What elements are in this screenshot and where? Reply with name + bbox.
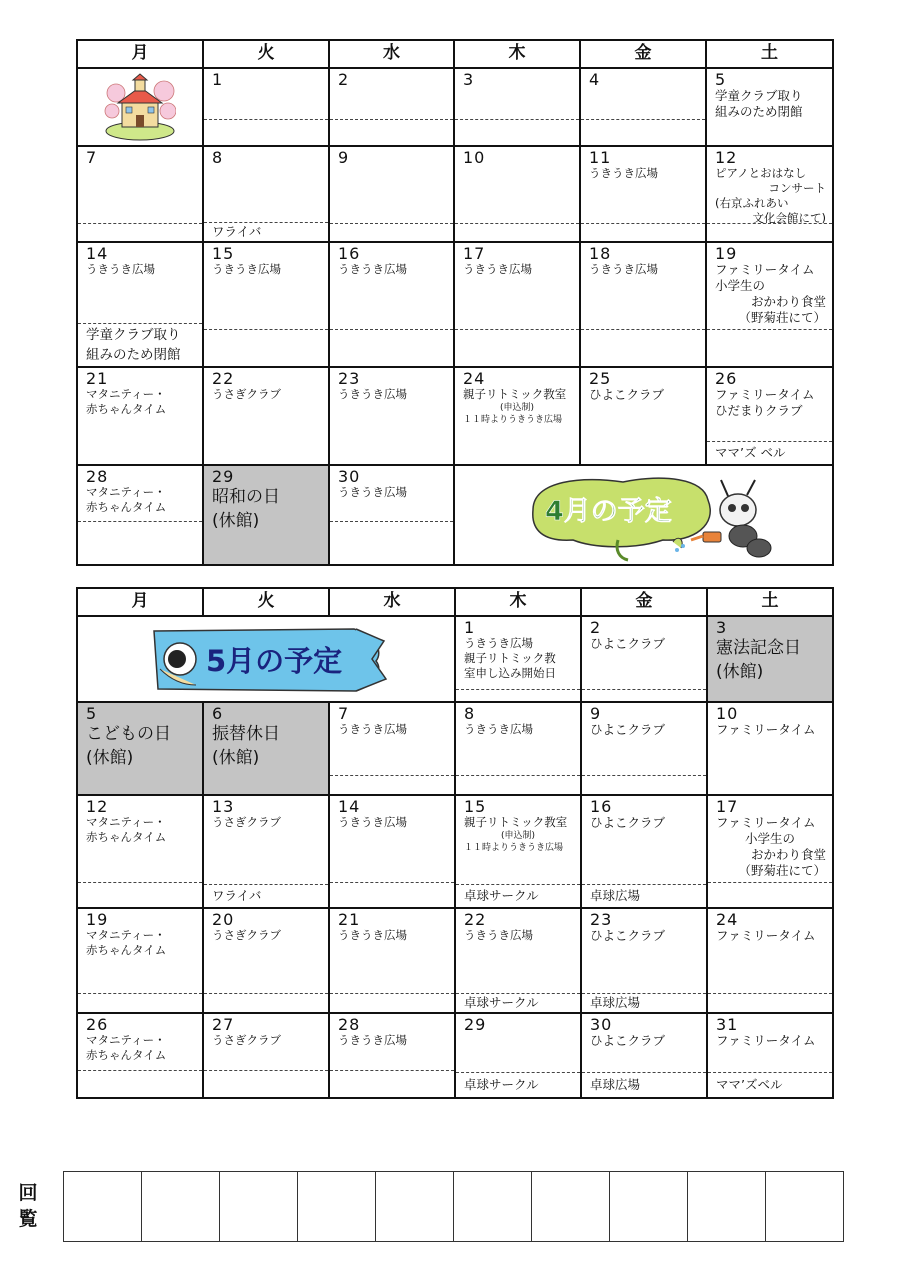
event-label: マタニティー・	[86, 815, 166, 829]
april-banner-title: 4月の予定	[545, 496, 672, 527]
april-day-17: 17 うきうき広場	[454, 242, 580, 367]
event-label: 室申し込み開始日	[464, 666, 556, 680]
circulation-stamp-boxes	[63, 1171, 844, 1242]
event-label: おかわり食堂	[750, 847, 826, 862]
event-label: 卓球サークル	[456, 993, 580, 1012]
event-label: マタニティー・	[86, 387, 166, 401]
may-day-13: 13 うさぎクラブ ワライバ	[203, 795, 329, 908]
holiday-label: (休館)	[86, 748, 134, 768]
event-label: ファミリータイム	[715, 262, 815, 277]
april-banner-cell	[454, 465, 833, 565]
stamp-box[interactable]	[766, 1172, 844, 1242]
may-day-5: 5 こどもの日 (休館)	[77, 702, 203, 795]
event-label: 組みのため閉館	[86, 347, 181, 363]
event-label: うきうき広場	[338, 387, 407, 401]
event-label: 組みのため閉館	[715, 104, 803, 119]
event-label: （野菊荘にて）	[738, 863, 826, 878]
may-banner-title: 5月の予定	[206, 644, 343, 678]
leaf-ant-illustration-icon	[523, 470, 773, 562]
may-day-29: 29 卓球サークル	[455, 1013, 581, 1098]
event-label: １１時よりうきうき広場	[464, 843, 564, 853]
event-label: 学童クラブ取り	[715, 88, 803, 103]
weekday-mon: 月	[77, 40, 203, 68]
weekday-thu: 木	[454, 40, 580, 68]
event-label: うきうき広場	[338, 928, 407, 942]
event-label: ひよこクラブ	[590, 722, 666, 737]
may-day-26: 26 マタニティー・ 赤ちゃんタイム	[77, 1013, 203, 1098]
april-day-3: 3	[454, 68, 580, 146]
event-label: ファミリータイム	[716, 722, 816, 737]
stamp-box[interactable]	[64, 1172, 142, 1242]
may-day-2: 2 ひよこクラブ	[581, 616, 707, 702]
event-label: ひよこクラブ	[590, 636, 666, 651]
schoolhouse-illustration-icon	[104, 73, 176, 141]
april-day-25: 25 ひよこクラブ	[580, 367, 706, 465]
event-label: 赤ちゃんタイム	[86, 1048, 167, 1062]
weekday-wed: 水	[329, 588, 455, 616]
april-day-24: 24 親子リトミック教室 (申込制) １１時よりうきうき広場	[454, 367, 580, 465]
april-day-28: 28 マタニティー・ 赤ちゃんタイム	[77, 465, 203, 565]
april-week-5	[77, 465, 833, 565]
event-label: マタニティー・	[86, 928, 166, 942]
event-label: マタニティー・	[86, 1033, 166, 1047]
event-label: うきうき広場	[338, 815, 407, 829]
event-label: 卓球広場	[582, 1072, 706, 1097]
event-label: 文化会館にて)	[752, 211, 826, 225]
event-label: ファミリータイム	[716, 1033, 816, 1048]
event-label: うさぎクラブ	[212, 387, 281, 401]
stamp-box[interactable]	[298, 1172, 376, 1242]
weekday-mon: 月	[77, 588, 203, 616]
may-day-3: 3 憲法記念日 (休館)	[707, 616, 833, 702]
event-label: うさぎクラブ	[212, 928, 281, 942]
event-label: うきうき広場	[464, 636, 533, 650]
may-day-19: 19 マタニティー・ 赤ちゃんタイム	[77, 908, 203, 1013]
weekday-sat: 土	[707, 588, 833, 616]
event-label: うきうき広場	[338, 722, 407, 736]
stamp-box[interactable]	[220, 1172, 298, 1242]
event-label: (右京ふれあい	[715, 196, 789, 210]
may-day-7: 7 うきうき広場	[329, 702, 455, 795]
may-day-22: 22 うきうき広場 卓球サークル	[455, 908, 581, 1013]
circulation-label: 回 覧	[18, 1182, 38, 1230]
may-week-2	[77, 702, 833, 795]
april-blank-cell	[77, 68, 203, 146]
event-label: うきうき広場	[464, 722, 533, 736]
april-day-7: 7	[77, 146, 203, 242]
may-week-4	[77, 908, 833, 1013]
event-label: ひよこクラブ	[590, 1033, 666, 1048]
may-day-1: 1 うきうき広場 親子リトミック教 室申し込み開始日	[455, 616, 581, 702]
may-day-17: 17 ファミリータイム 小学生の おかわり食堂 （野菊荘にて）	[707, 795, 833, 908]
event-label: (申込制)	[499, 403, 535, 413]
event-label: ひよこクラブ	[589, 387, 665, 402]
holiday-label: こどもの日	[86, 724, 171, 744]
stamp-box[interactable]	[376, 1172, 454, 1242]
weekday-fri: 金	[581, 588, 707, 616]
may-week-1	[77, 616, 833, 702]
event-label: 卓球サークル	[456, 1072, 580, 1097]
holiday-label: 振替休日	[212, 724, 280, 744]
may-day-24: 24 ファミリータイム	[707, 908, 833, 1013]
event-label: 親子リトミック教室	[464, 815, 568, 829]
april-day-10: 10	[454, 146, 580, 242]
event-label: うきうき広場	[589, 166, 658, 180]
may-day-21: 21 うきうき広場	[329, 908, 455, 1013]
april-day-19: 19 ファミリータイム 小学生の おかわり食堂 （野菊荘にて）	[706, 242, 833, 367]
event-label: うさぎクラブ	[212, 1033, 281, 1047]
april-day-8: 8 ワライバ	[203, 146, 329, 242]
weekday-fri: 金	[580, 40, 706, 68]
holiday-label: (休館)	[212, 748, 260, 768]
event-label: コンサート	[768, 181, 826, 195]
may-day-27: 27 うさぎクラブ	[203, 1013, 329, 1098]
may-banner-cell	[77, 616, 455, 702]
event-label: 卓球広場	[582, 993, 706, 1012]
event-label: うきうき広場	[338, 485, 407, 499]
event-label: 赤ちゃんタイム	[86, 943, 167, 957]
april-day-12: 12 ピアノとおはなし コンサート (右京ふれあい 文化会館にて)	[706, 146, 833, 242]
april-day-5: 5 学童クラブ取り 組みのため閉館	[706, 68, 833, 146]
april-day-21: 21 マタニティー・ 赤ちゃんタイム	[77, 367, 203, 465]
event-label: 赤ちゃんタイム	[86, 830, 167, 844]
event-label: 卓球サークル	[456, 884, 580, 907]
may-day-12: 12 マタニティー・ 赤ちゃんタイム	[77, 795, 203, 908]
event-label: うきうき広場	[589, 262, 658, 276]
event-label: ファミリータイム	[715, 387, 815, 402]
event-label: 親子リトミック教室	[463, 387, 567, 401]
event-label: マタニティー・	[86, 485, 166, 499]
may-day-23: 23 ひよこクラブ 卓球広場	[581, 908, 707, 1013]
april-day-14: 14 うきうき広場 学童クラブ取り 組みのため閉館	[77, 242, 203, 367]
event-label: (申込制)	[500, 831, 536, 841]
event-label: 学童クラブ取り	[86, 327, 181, 343]
april-day-1: 1	[203, 68, 329, 146]
weekday-thu: 木	[455, 588, 581, 616]
april-week-1	[77, 68, 833, 146]
event-label: ファミリータイム	[716, 815, 816, 830]
event-label: 赤ちゃんタイム	[86, 500, 167, 514]
may-day-6: 6 振替休日 (休館)	[203, 702, 329, 795]
april-day-16: 16 うきうき広場	[329, 242, 454, 367]
event-label: ママ’ズ ベル	[707, 441, 832, 464]
stamp-box[interactable]	[142, 1172, 220, 1242]
stamp-box[interactable]	[610, 1172, 688, 1242]
event-label: ひよこクラブ	[590, 815, 666, 830]
april-day-15: 15 うきうき広場	[203, 242, 329, 367]
april-day-30: 30 うきうき広場	[329, 465, 454, 565]
may-day-14: 14 うきうき広場	[329, 795, 455, 908]
event-label: 小学生の	[715, 278, 766, 293]
april-day-18: 18 うきうき広場	[580, 242, 706, 367]
event-label: うきうき広場	[464, 928, 533, 942]
event-label: （野菊荘にて）	[738, 310, 826, 325]
weekday-wed: 水	[329, 40, 454, 68]
may-day-10: 10 ファミリータイム	[707, 702, 833, 795]
weekday-sat: 土	[706, 40, 833, 68]
april-day-9: 9	[329, 146, 454, 242]
holiday-label: 昭和の日	[212, 487, 280, 507]
event-label: うきうき広場	[212, 262, 281, 276]
event-label: ピアノとおはなし	[715, 166, 807, 180]
holiday-label: 憲法記念日	[716, 638, 801, 658]
event-label: うきうき広場	[338, 1033, 407, 1047]
stamp-box[interactable]	[532, 1172, 610, 1242]
event-label: 小学生の	[744, 831, 795, 846]
april-week-4	[77, 367, 833, 465]
weekday-tue: 火	[203, 40, 329, 68]
weekday-tue: 火	[203, 588, 329, 616]
event-label: うきうき広場	[338, 262, 407, 276]
april-day-22: 22 うさぎクラブ	[203, 367, 329, 465]
may-day-28: 28 うきうき広場	[329, 1013, 455, 1098]
may-week-5	[77, 1013, 833, 1098]
april-day-26: 26 ファミリータイム ひだまりクラブ ママ’ズ ベル	[706, 367, 833, 465]
may-day-30: 30 ひよこクラブ 卓球広場	[581, 1013, 707, 1098]
event-label: ママ’ズベル	[708, 1072, 832, 1097]
april-day-11: 11 うきうき広場	[580, 146, 706, 242]
may-day-9: 9 ひよこクラブ	[581, 702, 707, 795]
may-day-16: 16 ひよこクラブ 卓球広場	[581, 795, 707, 908]
stamp-box[interactable]	[688, 1172, 766, 1242]
event-label: 親子リトミック教	[464, 651, 556, 665]
event-label: うきうき広場	[86, 262, 155, 276]
event-label: うさぎクラブ	[212, 815, 281, 829]
april-week-2	[77, 146, 833, 242]
holiday-label: (休館)	[716, 662, 764, 682]
may-day-20: 20 うさぎクラブ	[203, 908, 329, 1013]
april-weekday-header	[77, 40, 833, 68]
april-day-29: 29 昭和の日 (休館)	[203, 465, 329, 565]
holiday-label: (休館)	[212, 511, 260, 531]
event-label: ワライバ	[204, 222, 328, 241]
event-label: 卓球広場	[582, 884, 706, 907]
april-calendar	[76, 39, 834, 566]
event-label: ワライバ	[204, 884, 328, 907]
april-week-3	[77, 242, 833, 367]
event-label: おかわり食堂	[750, 294, 826, 309]
event-label: ひよこクラブ	[590, 928, 666, 943]
event-label: ファミリータイム	[716, 928, 816, 943]
april-day-4: 4	[580, 68, 706, 146]
carp-streamer-illustration-icon	[144, 621, 394, 697]
event-label: ひだまりクラブ	[715, 403, 803, 418]
event-label: １１時よりうきうき広場	[463, 415, 563, 425]
event-label: うきうき広場	[463, 262, 532, 276]
stamp-box[interactable]	[454, 1172, 532, 1242]
april-day-2: 2	[329, 68, 454, 146]
may-day-31: 31 ファミリータイム ママ’ズベル	[707, 1013, 833, 1098]
may-day-15: 15 親子リトミック教室 (申込制) １１時よりうきうき広場 卓球サークル	[455, 795, 581, 908]
may-calendar	[76, 587, 834, 1099]
april-day-23: 23 うきうき広場	[329, 367, 454, 465]
event-label: 赤ちゃんタイム	[86, 402, 167, 416]
may-week-3	[77, 795, 833, 908]
may-weekday-header	[77, 588, 833, 616]
may-day-8: 8 うきうき広場	[455, 702, 581, 795]
